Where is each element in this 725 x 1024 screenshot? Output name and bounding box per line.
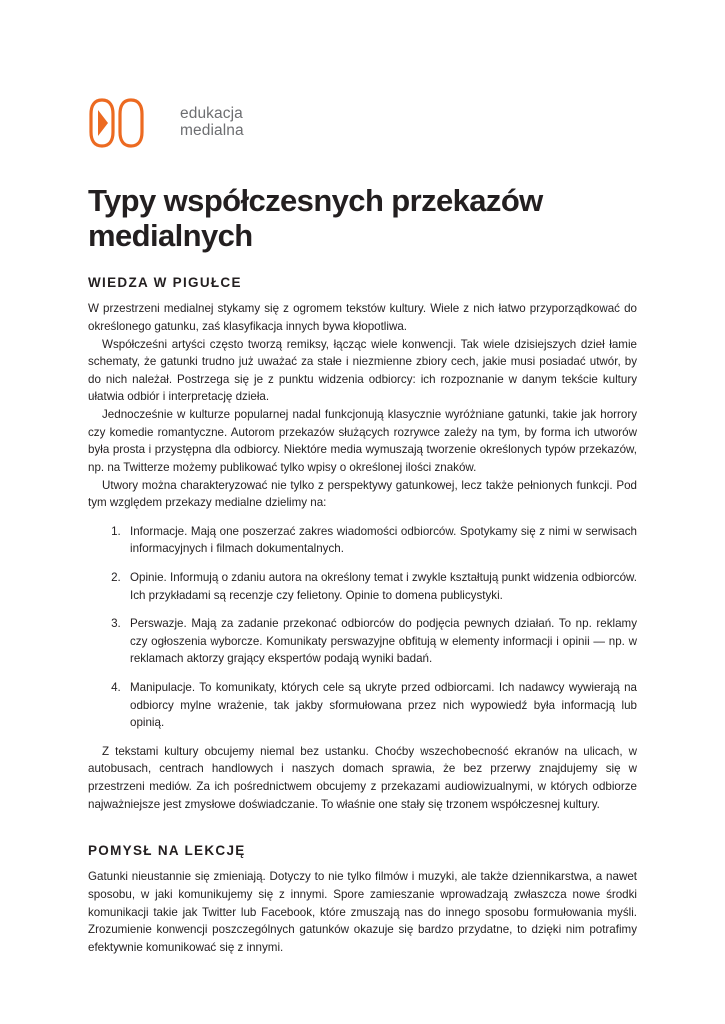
list-item: 4. Manipulacje. To komunikaty, których cele są ukryte przed odbiorcami. Ich nadawcy wywierają na odbiorcy mylne wrażenie, tak jakby sformułowana przez nich wypowiedź była informacją lub opinią. <box>124 679 637 732</box>
section-heading-pomysl: POMYSŁ NA LEKCJĘ <box>88 843 246 859</box>
list-item: 3. Perswazje. Mają za zadanie przekonać odbiorców do podjęcia pewnych działań. To np. reklamy czy ogłoszenia wyborcze. Komunikaty perswazyjne obfitują w elementy informacji i opinii — np. w reklamach aktorzy grający ekspertów podają wyniki badań. <box>124 615 637 668</box>
paragraph: Jednocześnie w kulturze popularnej nadal funkcjonują klasycznie wyróżniane gatunki, takie jak horrory czy komedie romantyczne. Autorom przekazów służących rozrywce zależy na tym, by forma ich utworów była prosta i przystępna dla odbiorcy. Niektóre media wymuszają tworzenie określonych typów przekazów, np. na Twitterze możemy publikować tylko wpisy o określonej ilości znaków. <box>88 408 637 474</box>
paragraph: Z tekstami kultury obcujemy niemal bez ustanku. Choćby wszechobecność ekranów na ulicach, w autobusach, centrach handlowych i naszych domach sprawia, że bez przerwy znajdujemy się w przestrzeni mediów. Za ich pośrednictwem obcujemy z przekazami audiowizualnymi, w których odbiorze najważniejsze jest zmysłowe doświadczanie. To właśnie one stały się trzonem współczesnej kultury. <box>88 744 637 811</box>
section-heading-wiedza: WIEDZA W PIGUŁCE <box>88 275 242 291</box>
logo-line-1: edukacja <box>180 105 243 123</box>
przekazy-list <box>88 523 637 732</box>
list-item: 1. Informacje. Mają one poszerzać zakres wiadomości odbiorców. Spotykamy się z nimi w serwisach informacyjnych i filmach dokumentalnych. <box>124 523 637 558</box>
logo-line-2: medialna <box>180 122 244 139</box>
paragraph: Współcześni artyści często tworzą remiksy, łącząc wiele konwencji. Tak wiele dzisiejszych dzieł łamie schematy, że gatunki trudno już uważać za stałe i niezmienne zbiory cech, jakie musi posiadać utwór, by do nich należał. Postrzega się je z punktu widzenia odbiorcy: ich rozpoznanie w danym tekście kultury ułatwia odbiór i interpretację dzieła. <box>88 337 637 404</box>
paragraph: W przestrzeni medialnej stykamy się z ogromem tekstów kultury. Wiele z nich łatwo przyporządkować do określonego gatunku, zaś klasyfikacja innych bywa kłopotliwa. <box>88 302 637 334</box>
logo-wordmark <box>180 106 244 139</box>
edukacja-medialna-logo-icon <box>88 96 168 150</box>
page-title: Typy współczesnych przekazów medialnych <box>88 183 543 253</box>
paragraph: Utwory można charakteryzować nie tylko z perspektywy gatunkowej, lecz także pełnionych funkcji. Pod tym względem przekazy medialne dzielimy na: <box>88 478 637 510</box>
paragraph: Gatunki nieustannie się zmieniają. Dotyczy to nie tylko filmów i muzyki, ale także dziennikarstwa, a nawet sposobu, w jaki komunikujemy się z innymi. Spore zamieszanie wprowadzają zwłaszcza nowe środki komunikacji takie jak Twitter lub Facebook, które zmuszają nas do innego sposobu formułowania myśli. Zrozumienie konwencji poszczególnych gatunków okazuje się bardzo przydatne, to dzięki nim potrafimy efektywnie komunikować się z innymi. <box>88 870 637 954</box>
list-item: 2. Opinie. Informują o zdaniu autora na określony temat i zwykle kształtują punkt widzenia odbiorców. Ich przykładami są recenzje czy felietony. Opinie to domena publicystyki. <box>124 569 637 604</box>
logo-block <box>88 96 637 150</box>
